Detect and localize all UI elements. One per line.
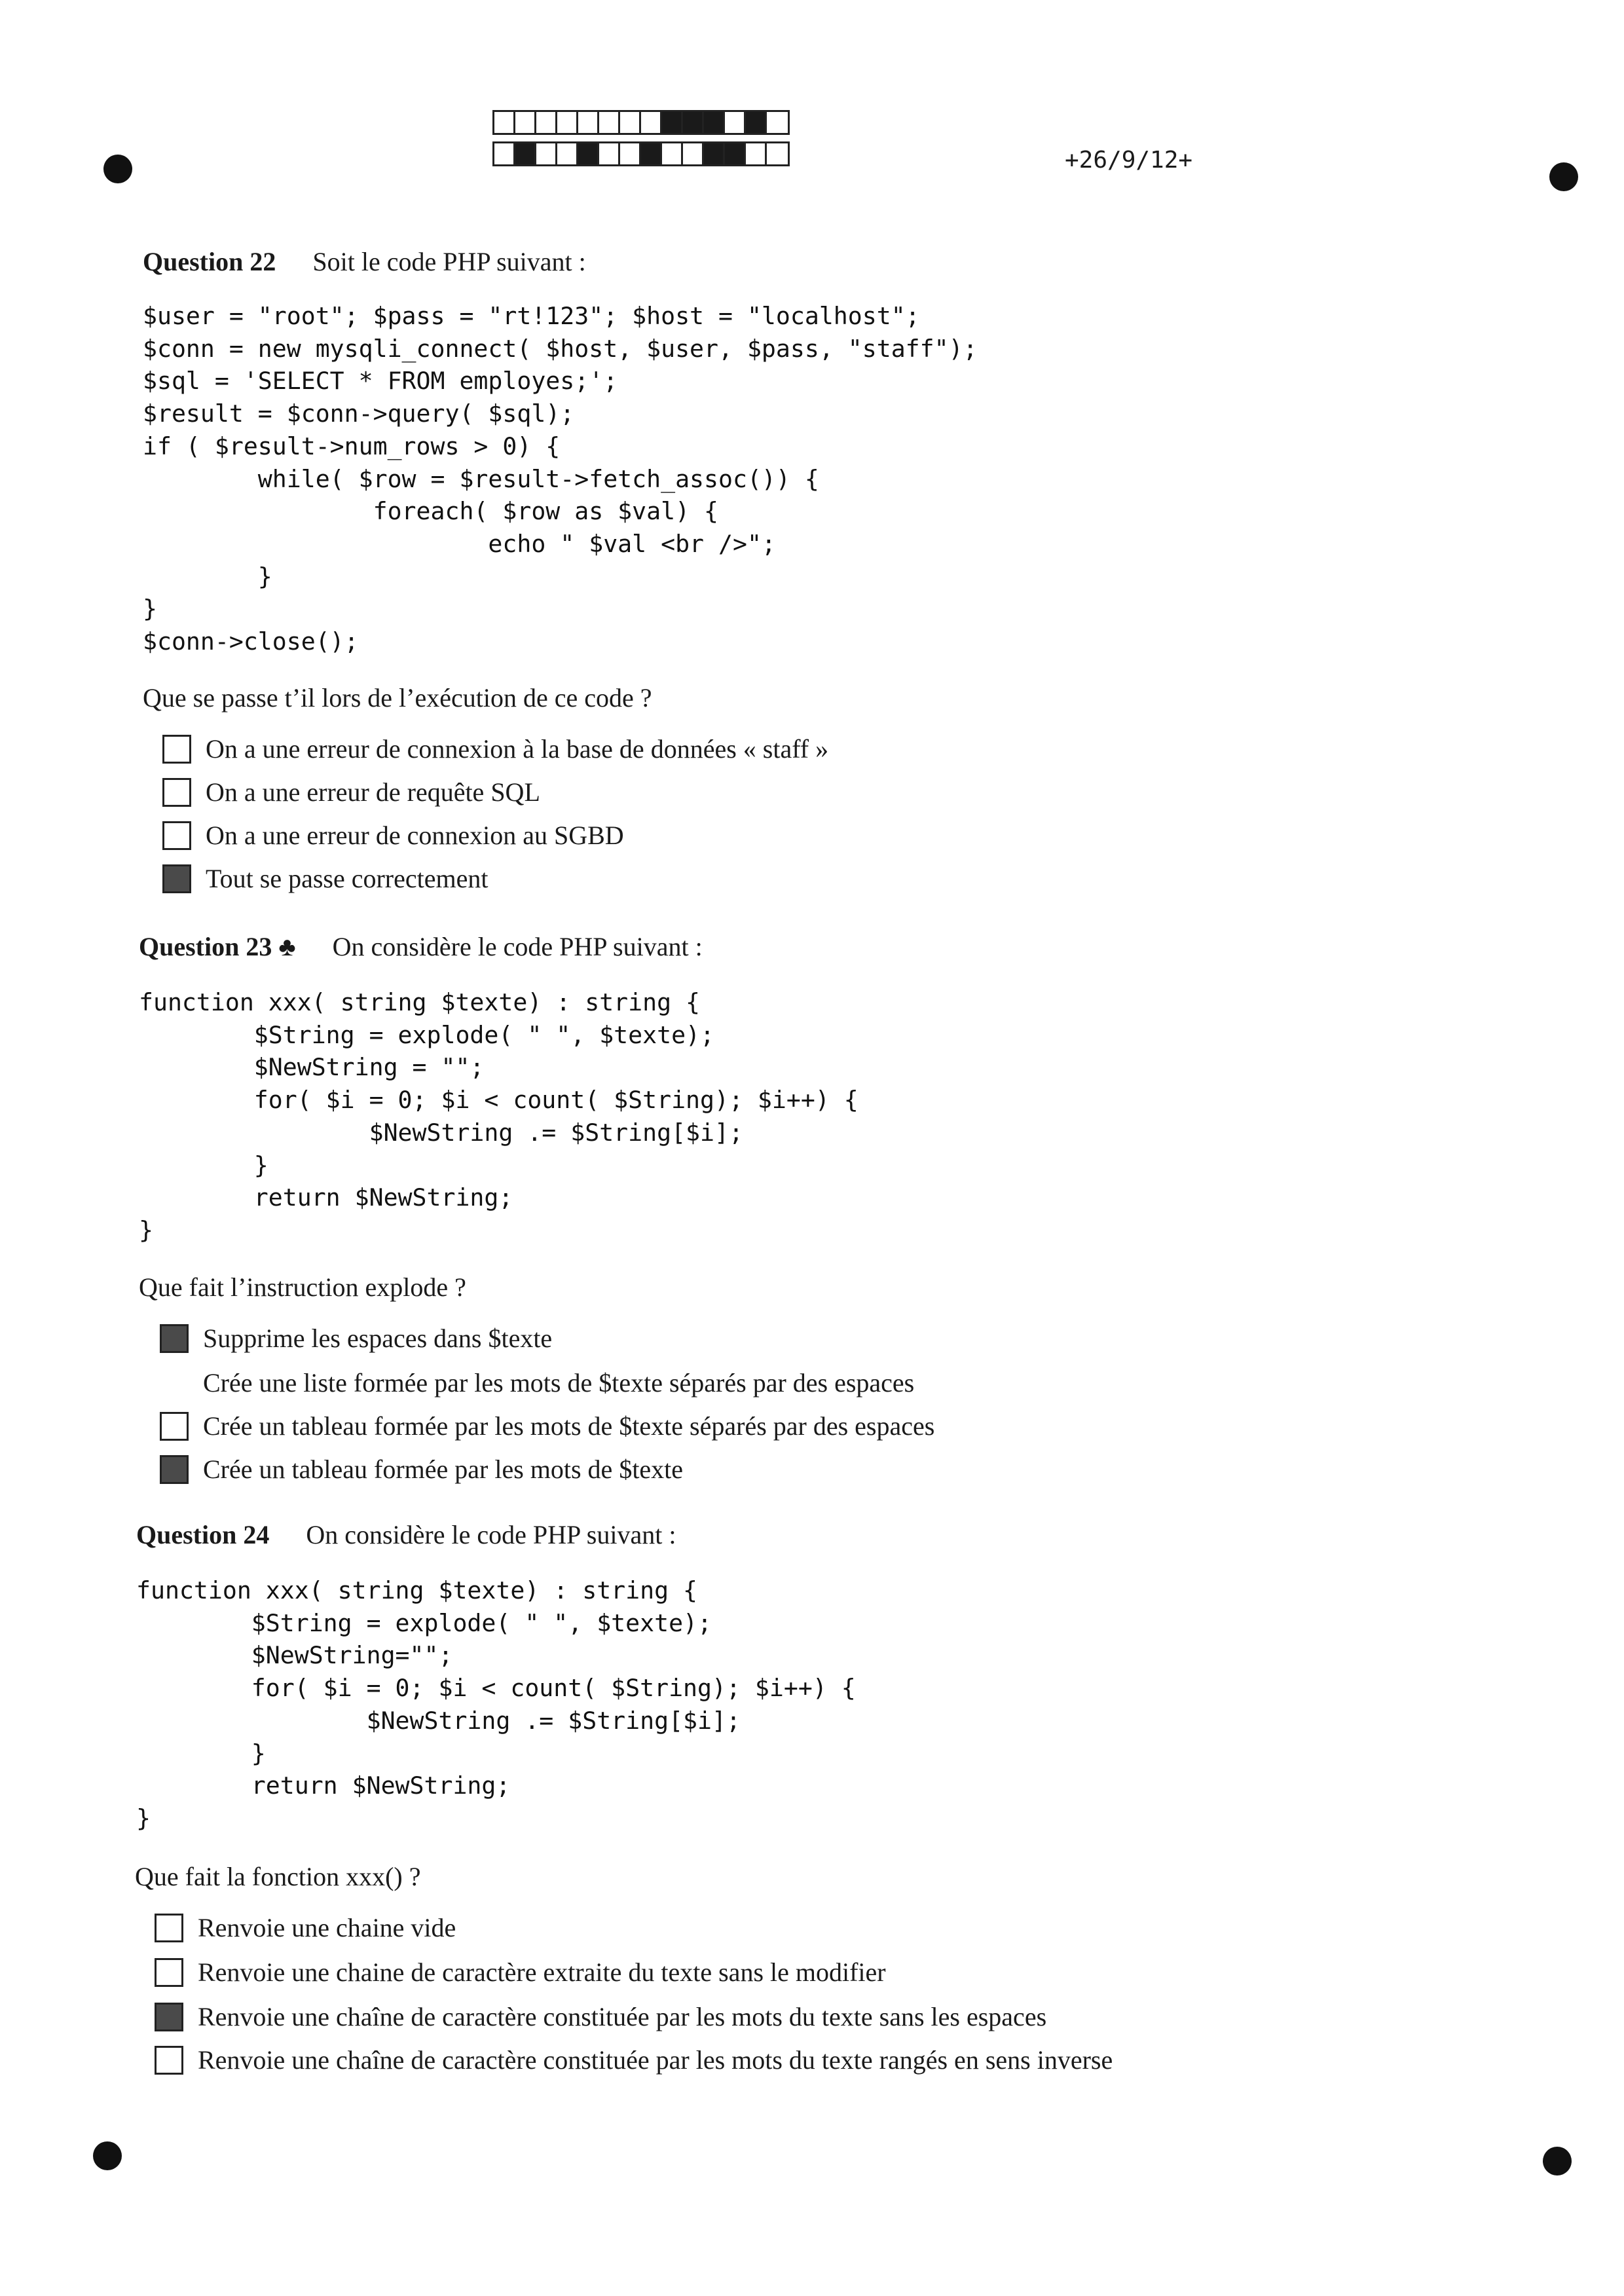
question-22-answer-3[interactable] bbox=[162, 820, 624, 851]
barcode-cell bbox=[599, 112, 620, 133]
answer-checkbox[interactable] bbox=[155, 2003, 183, 2031]
barcode-cell bbox=[641, 143, 662, 164]
barcode-cell bbox=[578, 143, 599, 164]
barcode-cell bbox=[662, 112, 683, 133]
barcode-row-1 bbox=[492, 110, 790, 135]
question-23-code: function xxx( string $texte) : string { $String = explode( " ", $texte); $NewString = ""; for( $i = 0; $i < count( $String); $i++) { $NewString .= $String[$i]; } return $NewString; } bbox=[139, 988, 858, 1244]
barcode-cell bbox=[746, 143, 767, 164]
answer-checkbox[interactable] bbox=[160, 1369, 189, 1398]
barcode-cell bbox=[536, 143, 557, 164]
answer-checkbox[interactable] bbox=[160, 1324, 189, 1353]
question-23-answer-3[interactable] bbox=[160, 1411, 934, 1441]
barcode-cell bbox=[620, 112, 641, 133]
question-22-answer-2[interactable] bbox=[162, 777, 540, 807]
question-23-prompt: Que fait l’instruction explode ? bbox=[139, 1272, 466, 1302]
barcode-cell bbox=[557, 143, 578, 164]
barcode-cell bbox=[557, 112, 578, 133]
question-24-answer-1[interactable] bbox=[155, 1912, 456, 1943]
question-23-answer-4[interactable] bbox=[160, 1454, 683, 1485]
answer-checkbox[interactable] bbox=[162, 821, 191, 850]
answer-checkbox[interactable] bbox=[162, 864, 191, 893]
question-24-prompt: Que fait la fonction xxx() ? bbox=[135, 1862, 421, 1891]
question-22-answer-1[interactable] bbox=[162, 733, 828, 764]
question-label: Question 22 bbox=[143, 247, 276, 276]
question-24-answer-3[interactable] bbox=[155, 2001, 1046, 2032]
registration-mark-top-right bbox=[1549, 162, 1578, 191]
question-23-answer-2[interactable] bbox=[160, 1367, 914, 1398]
registration-mark-top-left bbox=[103, 155, 132, 183]
barcode-cell bbox=[725, 112, 746, 133]
barcode-cell bbox=[536, 112, 557, 133]
club-icon: ♣ bbox=[278, 932, 296, 961]
question-label: Question 24 bbox=[136, 1520, 270, 1549]
answer-label: Renvoie une chaine vide bbox=[198, 1913, 456, 1942]
barcode-cell bbox=[515, 112, 536, 133]
barcode-row-2 bbox=[492, 141, 790, 166]
barcode-cell bbox=[599, 143, 620, 164]
barcode-cell bbox=[767, 143, 788, 164]
question-24-header bbox=[136, 1519, 676, 1550]
barcode-cell bbox=[578, 112, 599, 133]
answer-checkbox[interactable] bbox=[155, 1958, 183, 1987]
question-intro: On considère le code PHP suivant : bbox=[332, 932, 703, 961]
question-22-answer-4[interactable] bbox=[162, 863, 488, 894]
answer-label: On a une erreur de connexion au SGBD bbox=[206, 821, 624, 850]
answer-checkbox[interactable] bbox=[160, 1455, 189, 1484]
question-22-header bbox=[143, 246, 586, 277]
question-24-answer-4[interactable] bbox=[155, 2045, 1113, 2075]
registration-mark-bottom-left bbox=[93, 2141, 122, 2170]
answer-label: Crée une liste formée par les mots de $texte séparés par des espaces bbox=[203, 1368, 915, 1398]
barcode-cell bbox=[683, 112, 704, 133]
answer-checkbox[interactable] bbox=[162, 735, 191, 764]
question-22-code: $user = "root"; $pass = "rt!123"; $host = "localhost"; $conn = new mysqli_connect( $host, $user, $pass, "staff"); $sql = 'SELECT * FROM employes;'; $result = $conn->query( $sql); if ( $result->num_rows > 0) { while( $row = $result->fetch_assoc()) { foreach( $row as $val) { echo " $val <br />"; } } $conn->close(); bbox=[143, 302, 978, 656]
answer-label: Renvoie une chaîne de caractère constituée par les mots du texte rangés en sens inverse bbox=[198, 2045, 1113, 2075]
barcode-cell bbox=[494, 112, 515, 133]
barcode-cell bbox=[683, 143, 704, 164]
barcode-cell bbox=[662, 143, 683, 164]
answer-label: Renvoie une chaine de caractère extraite du texte sans le modifier bbox=[198, 1957, 886, 1987]
answer-label: Tout se passe correctement bbox=[206, 864, 489, 893]
question-23-answer-1[interactable] bbox=[160, 1323, 552, 1354]
question-intro: Soit le code PHP suivant : bbox=[312, 247, 586, 276]
answer-label: Supprime les espaces dans $texte bbox=[203, 1324, 553, 1353]
question-label: Question 23 bbox=[139, 932, 272, 961]
barcode-cell bbox=[704, 143, 725, 164]
page-id: +26/9/12+ bbox=[1065, 147, 1193, 174]
barcode-cell bbox=[494, 143, 515, 164]
barcode-cell bbox=[746, 112, 767, 133]
barcode-cell bbox=[641, 112, 662, 133]
page-barcode bbox=[492, 110, 790, 135]
answer-label: On a une erreur de connexion à la base de données « staff » bbox=[206, 734, 829, 764]
answer-label: Crée un tableau formée par les mots de $texte bbox=[203, 1454, 684, 1484]
question-intro: On considère le code PHP suivant : bbox=[306, 1520, 676, 1549]
question-24-answer-2[interactable] bbox=[155, 1957, 886, 1988]
question-23-header bbox=[139, 931, 703, 962]
barcode-cell bbox=[515, 143, 536, 164]
answer-label: Renvoie une chaîne de caractère constituée par les mots du texte sans les espaces bbox=[198, 2002, 1047, 2031]
barcode-cell bbox=[704, 112, 725, 133]
answer-checkbox[interactable] bbox=[162, 778, 191, 807]
answer-checkbox[interactable] bbox=[160, 1412, 189, 1441]
barcode-cell bbox=[725, 143, 746, 164]
page-barcode-2 bbox=[492, 141, 790, 166]
answer-checkbox[interactable] bbox=[155, 2046, 183, 2075]
question-24-code: function xxx( string $texte) : string { $String = explode( " ", $texte); $NewString=""; for( $i = 0; $i < count( $String); $i++) { $NewString .= $String[$i]; } return $NewString; } bbox=[136, 1576, 856, 1832]
registration-mark-bottom-right bbox=[1543, 2147, 1572, 2176]
answer-label: On a une erreur de requête SQL bbox=[206, 777, 540, 807]
question-22-prompt: Que se passe t’il lors de l’exécution de ce code ? bbox=[143, 683, 652, 713]
barcode-cell bbox=[620, 143, 641, 164]
barcode-cell bbox=[767, 112, 788, 133]
answer-label: Crée un tableau formée par les mots de $texte séparés par des espaces bbox=[203, 1411, 935, 1441]
answer-checkbox[interactable] bbox=[155, 1914, 183, 1942]
